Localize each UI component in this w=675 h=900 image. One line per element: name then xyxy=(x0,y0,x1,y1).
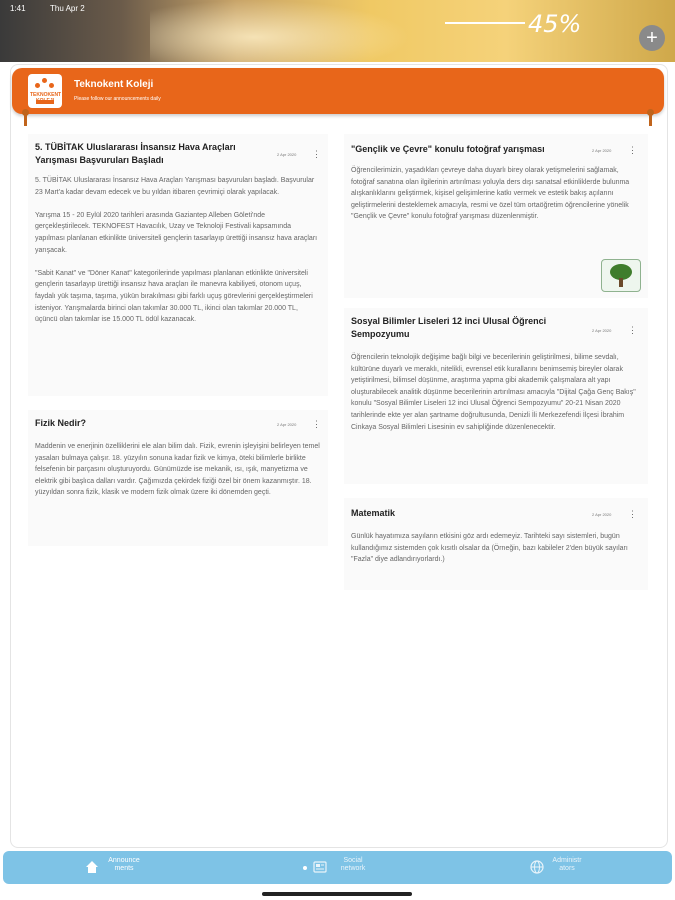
post-title[interactable]: Sosyal Bilimler Liseleri 12 inci Ulusal Öğrenci Sempozyumu xyxy=(351,316,547,339)
post-paragraph: Öğrencilerin teknolojik değişime bağlı bilgi ve becerilerinin geliştirilmesi, bilime sevdalı, kültürüne duyarlı ve meraklı, nitelikli, evrensel etik kurallarını benimsemiş bireyler olarak yetiştirilmesi, bilimsel düşünme, araştırma yapma gibi akademik çalışmalara alt yapı oluşturabilecek analitik düşünme becerilerinin artırılması amacıyla "Dijital Çağa Genç Bakış" konulu "Sosyal Bilimler Liseleri 12 inci Ulusal Öğrenci Sempozyumu" 20-21 Nisan 2020 tarihlerinde ekte yer alan şartname doğrultusunda, Denizli İli Merkezefendi İlçesi İbrahim Cinkaya Sosyal Bilimleri Lisesinin ev sahipliğinde düzenlenecektir. xyxy=(351,354,636,431)
post-date: 2 Apr 2020 xyxy=(592,328,612,333)
post-paragraph: Yarışma 15 - 20 Eylül 2020 tarihleri arasında Gaziantep Alleben Göleti'nde gerçekleştirilecek. TEKNOFEST Havacılık, Uzay ve Teknoloji Festivali kapsamında yapılması planlanan etkinlikte üniversiteli gençlerin tasarlayıp ürettiği insansız hava araçları yarışacak. xyxy=(35,211,318,254)
feed-icon xyxy=(313,860,327,874)
post-date: 2 Apr 2020 xyxy=(592,512,612,517)
school-header xyxy=(12,68,664,114)
tree-trunk xyxy=(619,278,623,287)
header-banner-image xyxy=(0,0,675,62)
home-indicator[interactable] xyxy=(262,892,412,896)
banner-stroke xyxy=(445,22,525,24)
status-date: Thu Apr 2 xyxy=(50,4,85,13)
logo-text: TEKNOKENT xyxy=(30,92,62,98)
school-logo xyxy=(28,74,62,108)
post-menu-icon[interactable]: ⋮ xyxy=(628,509,637,519)
plus-icon: + xyxy=(646,27,658,49)
status-time: 1:41 xyxy=(10,4,26,13)
globe-icon xyxy=(530,860,544,874)
post-body xyxy=(351,531,641,577)
tab-announcements[interactable] xyxy=(73,851,163,884)
post-paragraph: Maddenin ve enerjinin özelliklerini ele alan bilim dalı. Fizik, evrenin işleyişini belirleyen temel yasaları bulmaya çalışır. 18. yüzyılın sonuna kadar fizik ve kimya, öteki bilimlerle birlikte felsefenin bir parçasını oluşturuyordu. Günümüzde ise mekanik, ısı, ışık, manyetizma ve elektrik gibi başlıca dalları vardır. Çağımızda çekirdek fiziği özel bir önem kazanmıştır. 18. yüzyıldan sonra fizik, klasik ve modern fizik olmak üzere iki dönemden geçti. xyxy=(35,443,320,497)
post-menu-icon[interactable]: ⋮ xyxy=(628,325,637,335)
bottom-tab-bar xyxy=(3,851,672,884)
post-date: 2 Apr 2020 xyxy=(592,148,612,153)
post-paragraph: Öğrencilerimizin, yaşadıkları çevreye daha duyarlı birey olarak yetişmelerini sağlamak, fotoğraf sanatına olan ilgilerinin artırılması yoluyla ders dışı sanatsal etkinliklerde bulunma alışkanlıklarını geliştirmek, kişisel gelişimlerine katkı vermek ve estetik bakış açılarını geliştirmelerini desteklemek amacıyla, resmi ve özel tüm ortaöğretim öğrencilerine yönelik "Gençlik ve Çevre" konulu fotoğraf yarışması düzenlenmiştir. xyxy=(351,167,630,221)
post-body xyxy=(35,441,320,511)
banner-percent: 45% xyxy=(528,10,582,38)
post-image-thumbnail[interactable] xyxy=(601,259,641,292)
post-title[interactable]: 5. TÜBİTAK Uluslararası İnsansız Hava Araçları Yarışması Başvuruları Başladı xyxy=(35,142,236,165)
add-button[interactable] xyxy=(639,25,665,51)
post-title[interactable]: Fizik Nedir? xyxy=(35,418,87,428)
post-title[interactable]: "Gençlik ve Çevre" konulu fotoğraf yarışması xyxy=(351,144,545,154)
post-date: 2 Apr 2020 xyxy=(277,152,297,157)
home-icon xyxy=(85,860,99,874)
tab-label: Administr ators xyxy=(552,857,582,872)
post-body xyxy=(35,175,320,337)
post-paragraph: "Sabit Kanat" ve "Döner Kanat" kategorilerinde yapılması planlanan etkinlikte üniversiteli gençlerin tasarlayıp ürettiği insansız hava araçları ile manevra kabiliyeti, otonom uçuş, faydalı yük taşıma, taşıma, yükün bırakılması gibi farklı uçuş görevlerini gerçekleştirmeleri isteniyor. Yarışmalarda birinci olan takımlar 30.000 TL, ikinci olan takımlar 20.000 TL, üçüncü olan takımlar ise 15.000 TL ödül kazanacak. xyxy=(35,269,313,324)
logo-dots-icon xyxy=(35,78,55,90)
banner-highlight xyxy=(150,0,410,62)
post-menu-icon[interactable]: ⋮ xyxy=(312,149,321,159)
pin-right-icon xyxy=(649,112,652,126)
school-title: Teknokent Koleji xyxy=(74,79,154,90)
post-paragraph: Günlük hayatımıza sayıların etkisini göz ardı edemeyiz. Tarihteki sayı sistemleri, bugün kullandığımız sistemden çok kısıtlı olsalar da (Örneğin, bazı kabileler 2'den büyük sayıları "Fazla" diye adlandırıyorlardı.) xyxy=(351,533,628,564)
tab-label: Announce ments xyxy=(108,857,140,872)
post-paragraph: 5. TÜBİTAK Uluslararası İnsansız Hava Araçları Yarışması başvuruları başladı. Başvurular 23 Mart'a kadar devam edecek ve bu yıldan itibaren çevrimiçi olarak yapılacak. xyxy=(35,177,315,196)
pin-left-icon xyxy=(24,112,27,126)
logo-ribbon xyxy=(36,100,54,104)
school-subtitle: Please follow our announcements daily xyxy=(74,96,161,102)
post-title[interactable]: Matematik xyxy=(351,508,396,518)
tab-label: Social network xyxy=(340,857,366,872)
post-menu-icon[interactable]: ⋮ xyxy=(312,419,321,429)
tab-social-network[interactable] xyxy=(303,851,393,884)
tab-administrators[interactable] xyxy=(525,851,615,884)
post-body xyxy=(351,352,641,445)
post-date: 2 Apr 2020 xyxy=(277,422,297,427)
post-menu-icon[interactable]: ⋮ xyxy=(628,145,637,155)
post-body xyxy=(351,165,641,235)
